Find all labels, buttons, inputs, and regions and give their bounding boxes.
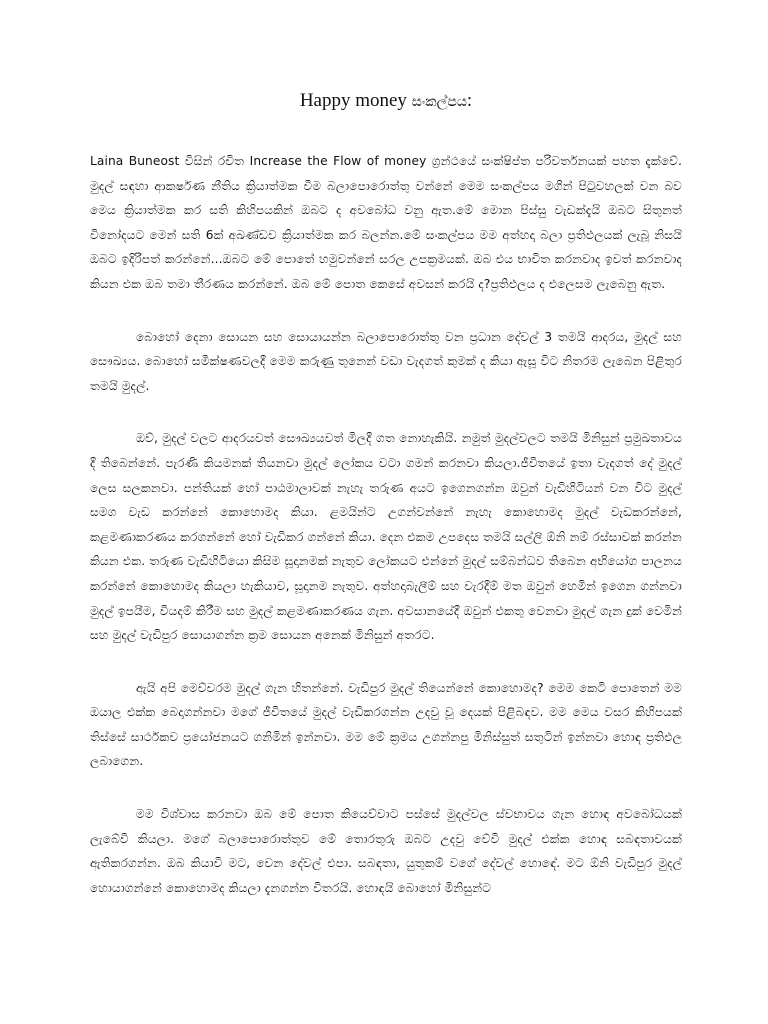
paragraph-intro: Laina Buneost විසින් රචිත Increase the Flow of money ග්‍රන්ථයේ සංක්ෂිප්ත පරිවර්තනයක් පහත දැක්වේ. මුදල් සඳහා ආකර්ෂණ නීතිය ක්‍රියාත්මක වීම බලාපොරොත්තු වන්නේ මෙම සංකල්පය මගින් පිටුවහලක් වන බව මෙය ක්‍රියාත්මක කර සති කිහිපයකින් ඔබට ද අවබෝධ වනු ඇත.මේ මොන පිස්සු වැඩක්දැයි ඔබට සිතුනත් විනෝදයට මෙන් සති 6ක් අඛණ්ඩව ක්‍රියාත්මක කර බලන්න.මේ සංකල්පය මම අත්හදා බලා ප්‍රතිඵලයක් ලැබූ නිසයි ඔබට ඉදිරිපත් කරන්නේ...ඔබට මේ පොතේ හමුවන්නේ සරල උපක්‍රමයක්. ඔබ එය භාවිත කරනවාද ඉවත් කරනවාද කියන එක ඔබ තමා තීරණය කරන්නේ. ඔබ මේ පොත කෙසේ අවසන් කරයි ද?ප්‍රතිඵලය ද එලෙසම ලැබෙනු ඇත.: [90, 154, 682, 291]
title-sinhala: සංකල්පය: [411, 94, 467, 110]
paragraph-belief: මම විශ්වාස කරනවා ඔබ මේ පොත කියෙව්වාට පස්සේ මුදල්වල ස්වභාවය ගැන හොඳ අවබෝධයක් ලැබේවි කියලා. මගේ බලාපොරොත්තුව මේ තොරතුරු ඔබට උදවු වේවි මුදල් එක්ක හොඳ සබඳතාවයක් ඇතිකරගන්න. ඔබ කියාවි මට, වෙන දේවල් එපා. සබඳතා, යුතුකම් වගේ දේවල් හොඳේ. මට ඕනි වැඩිපුර මුදල් හොයාගන්නේ කොහොමද කියලා දැනගන්න විතරයි. හොඳයි බොහෝ මිනිසුන්ට: [90, 807, 682, 895]
title-english: Happy money: [299, 90, 407, 111]
paragraph-money-priority: ඔව්, මුදල් වලට ආදරයවත් සෞඛ්‍යයවත් මිලදී ගත නොහැකියි. නමුත් මුදල්වලට තමයි මිනිසුන් ප්‍රමුඛතාවය දී තිබෙන්නේ. පැරණි කියමනක් තියනවා මුදල් ලෝකය වටා ගමන් කරනවා කියලා.ජීවිතයේ ඉතා වැදගත් දේ මුදල් ලෙස සලකනවා. පන්තියක් හෝ පාඨමාලාවක් නැහැ තරුණ අයට ඉගෙනගන්න ඔවුන් වැඩිහිටියන් වන විට මුදල් සමග වැඩ කරන්නේ කොහොමද කියා. ළමයින්ට උගන්වන්නේ නැහැ කොහොමද මුදල් වැඩකරන්නේ, කළමණාකරණය කරගන්නේ හෝ වැඩිකර ගන්නේ කියා. දෙන එකම උපදෙස තමයි සල්ලි ඕනි නම් රස්සාවක් කරන්න කියන එක. තරුණ වැඩිහිටියො කිසිම සූදානමක් නැතුව ලෝකයට එන්නේ මුදල් සම්බන්ධව තිබෙන අභියෝග පාලනය කරන්නේ කොහොමද කියලා හැකියාව, සූදානම නැතුව. අත්හදාබැලීම් සහ වැරදීම් මත ඔවුන් හෙමින් ඉගෙන ගන්නවා මුදල් ඉපයීම, වියදම් කිරීම සහ මුදල් කළමණාකරණය ගැන. අවසානයේදී ඔවුන් එකතු වෙනවා මුදල් ගැන දුක් වෙමින් සහ මුදල් වැඩිපුර සොයාගන්න ක්‍රම සොයන අනෙක් මිනිසුන් අතරට.: [90, 431, 682, 643]
paragraph-why-money: ඇයි අපි මෙච්චරම මුදල් ගැන හිතන්නේ. වැඩිපුර මුදල් තියෙන්නේ කොහොමද? මෙම කෙටි පොතෙන් මම ඔයාල එක්ක බෙදාගන්නවා මගේ ජීවිතයේ මුදල් වැඩිකරගන්න උදවු වූ දෙයක් පිළිබඳව. මම මෙය වසර කිහිපයක් තිස්සේ සාර්ථකව ප්‍රයෝජනයට ගනිමින් ඉන්නවා. මම මේ ක්‍රමය උගන්නපු මිනිස්සුත් සතුටින් ඉන්නවා හොඳ ප්‍රතිඵල ලබාගෙන.: [90, 680, 682, 769]
paragraph-three-things: බොහෝ දෙනා සොයන සහ සොයායන්න බලාපොරොත්තු වන ප්‍රධාන දේවල් 3 තමයි ආදරය, මුදල් සහ සෞඛ්‍යය. බොහෝ සමීක්ෂණවලදී මෙම කරුණු තුනෙන් වඩා වැදගත් කුමක් ද කියා ඇසූ විට නිතරම ලැබෙන පිළිතුර තමයි මුදල්.: [90, 329, 682, 393]
page-title: Happy money සංකල්පය:: [299, 90, 473, 111]
